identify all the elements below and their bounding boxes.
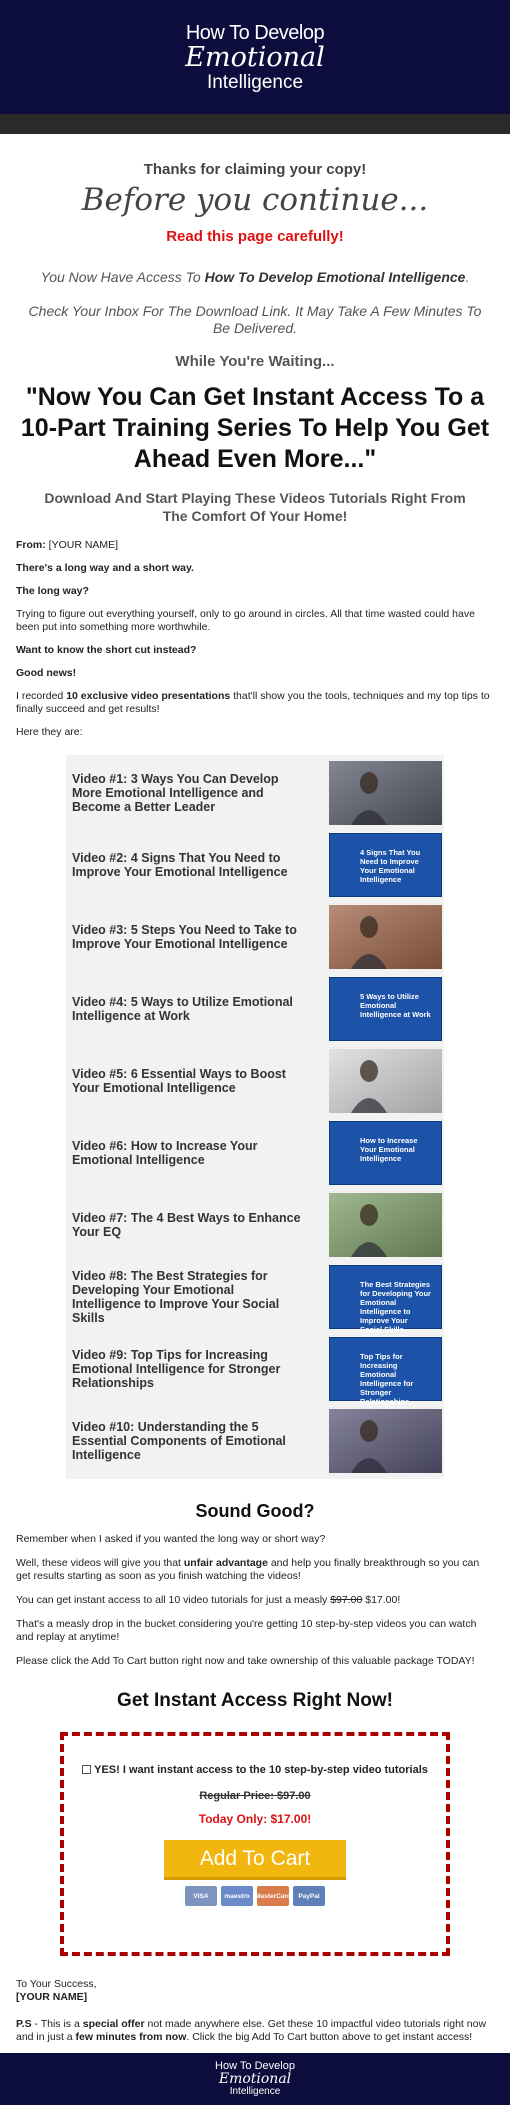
header (0, 0, 510, 114)
payment-card-icon: PayPal (293, 1886, 325, 1906)
video-title: Video #5: 6 Essential Ways to Boost Your Emotional Intelligence (72, 1067, 286, 1095)
old-price: $97.00 (330, 1594, 363, 1606)
thumbnail-photo-icon (329, 761, 442, 825)
video-thumbnail-text: 4 Signs That You Need to Improve Your Emotional Intelligence (360, 848, 421, 884)
thumbnail-photo-icon (329, 1409, 442, 1473)
short-cut (16, 644, 494, 657)
waiting-text: While You're Waiting... (175, 353, 335, 370)
video-thumbnail-image (329, 1193, 442, 1257)
video-title: Video #7: The 4 Best Ways to Enhance Your EQ (72, 1211, 301, 1239)
ps-label: P.S (16, 2018, 32, 2030)
logo-line-3: Intelligence (206, 71, 304, 93)
sound-p2 (16, 1557, 494, 1583)
thanks-text: Thanks for claiming your copy! (143, 161, 367, 178)
from-name: [YOUR NAME] (45, 539, 119, 551)
video-row (66, 901, 444, 973)
thumbnail-photo-icon (329, 1049, 442, 1113)
good-news (16, 667, 494, 680)
long-way-text: The long way? (16, 585, 89, 597)
video-row (66, 829, 444, 901)
sound-p3-prefix: You can get instant access to all 10 video tutorials for just a measly (16, 1594, 331, 1606)
ps-text (16, 2018, 494, 2044)
video-thumbnail (329, 1265, 442, 1334)
video-thumbnail-text: 5 Ways to Utilize Emotional Intelligence at Work (360, 992, 431, 1019)
payment-card-icon: VISA (185, 1886, 217, 1906)
video-title: Video #2: 4 Signs That You Need to Improve Your Emotional Intelligence (72, 851, 288, 879)
sound-p4: That's a measly drop in the bucket considering you're getting 10 step-by-step videos you can watch and replay at anytime! (16, 1618, 477, 1643)
letter-body (16, 539, 494, 739)
video-row (66, 1117, 444, 1189)
sound-p2-suffix: and help you finally breakthrough so you can get results starting as soon as you finish watching the videos! (16, 1557, 480, 1582)
recorded-suffix: that'll show you the tools, techniques and my top tips to finally succeed and get results! (16, 690, 490, 715)
video-row (66, 1045, 444, 1117)
sound-p2-prefix: Well, these videos will give you that (16, 1557, 184, 1569)
offer-checkbox[interactable] (82, 1765, 91, 1774)
main-content (0, 161, 510, 2044)
video-row (66, 1333, 444, 1405)
ps-text3: . Click the big Add To Cart button above to get instant access! (186, 2031, 473, 2043)
video-title: Video #3: 5 Steps You Need to Take to Improve Your Emotional Intelligence (72, 923, 297, 951)
header-strip (0, 114, 510, 134)
video-thumbnail-text: How to Increase Your Emotional Intelligence (360, 1136, 418, 1163)
access-suffix: . (465, 269, 470, 285)
payment-cards (64, 1886, 446, 1906)
sound-p2-bold: unfair advantage (183, 1557, 268, 1569)
video-row (66, 1189, 444, 1261)
video-thumbnail-image (329, 1049, 442, 1113)
today-price: Today Only: $17.00! (198, 1812, 312, 1826)
video-thumbnail (329, 1337, 442, 1406)
recorded-text (16, 690, 494, 716)
video-row (66, 973, 444, 1045)
long-short-text: There's a long way and a short way. (16, 562, 194, 574)
video-title: Video #6: How to Increase Your Emotional Intelligence (72, 1139, 258, 1167)
thumbnail-photo-icon (329, 1193, 442, 1257)
good-news-text: Good news! (16, 667, 77, 679)
video-thumbnail (329, 977, 442, 1041)
ps-text1: - This is a (31, 2018, 83, 2030)
logo-line-2: Emotional (185, 41, 325, 73)
sound-p5: Please click the Add To Cart button right now and take ownership of this valuable package TODAY! (16, 1655, 475, 1667)
video-title: Video #4: 5 Ways to Utilize Emotional Intelligence at Work (72, 995, 293, 1023)
long-way (16, 585, 494, 598)
thumbnail-photo-icon (329, 905, 442, 969)
before-heading: Before you continue... (81, 182, 429, 218)
read-carefully: Read this page carefully! (166, 228, 344, 245)
sound-p1: Remember when I asked if you wanted the long way or short way? (16, 1533, 326, 1545)
video-thumbnail (329, 833, 442, 897)
inbox-text: Check Your Inbox For The Download Link. It May Take A Few Minutes To Be Delivered. (28, 303, 482, 336)
video-list (66, 755, 444, 1479)
short-cut-text: Want to know the short cut instead? (16, 644, 197, 656)
video-title: Video #10: Understanding the 5 Essential Components of Emotional Intelligence (72, 1420, 286, 1462)
new-price: $17.00! (362, 1594, 401, 1606)
from-label: From: (16, 539, 46, 551)
subheadline: Download And Start Playing These Videos Tutorials Right From The Comfort Of Your Home! (44, 490, 466, 524)
video-row (66, 1405, 444, 1477)
offer-box (60, 1732, 450, 1956)
recorded-bold: 10 exclusive video presentations (66, 690, 231, 702)
video-thumbnail-image (329, 761, 442, 825)
add-to-cart-button[interactable]: Add To Cart (164, 1840, 346, 1880)
payment-card-icon: MasterCard (257, 1886, 289, 1906)
footer-logo-line-1: How To Develop (215, 2060, 295, 2072)
logo-line-1: How To Develop (185, 21, 325, 44)
here-they-are: Here they are: (16, 726, 83, 738)
payment-card-icon: maestro (221, 1886, 253, 1906)
sound-p3 (16, 1594, 494, 1607)
offer-heading: Get Instant Access Right Now! (117, 1690, 393, 1711)
ps-bold1: special offer (82, 2018, 145, 2030)
video-title: Video #8: The Best Strategies for Developing Your Emotional Intelligence to Improve Your Social Skills (72, 1269, 280, 1325)
access-product: How To Develop Emotional Intelligence (204, 269, 466, 285)
from-line (16, 539, 494, 552)
video-thumbnail (329, 1121, 442, 1185)
signoff-text: To Your Success, (16, 1978, 97, 1990)
access-prefix: You Now Have Access To (40, 269, 205, 285)
ps-text2: not made anywhere else. Get these 10 impactful video tutorials right now and in just a (16, 2018, 487, 2043)
long-short (16, 562, 494, 575)
offer-checkbox-row[interactable] (64, 1764, 446, 1776)
video-row (66, 1261, 444, 1333)
video-title: Video #9: Top Tips for Increasing Emotional Intelligence for Stronger Relationships (72, 1348, 281, 1390)
video-thumbnail-image (329, 905, 442, 969)
offer-checkbox-label: YES! I want instant access to the 10 step-by-step video tutorials (94, 1764, 428, 1776)
footer-logo-line-3: Intelligence (229, 2086, 281, 2097)
video-thumbnail-image (329, 1409, 442, 1473)
video-thumbnail-text: Top Tips for Increasing Emotional Intelligence for Stronger Relationships (360, 1352, 414, 1406)
sound-good-body (16, 1533, 494, 1668)
video-title: Video #1: 3 Ways You Can Develop More Emotional Intelligence and Become a Better Leader (72, 772, 279, 814)
footer (0, 2053, 510, 2105)
ps-bold2: few minutes from now (75, 2031, 187, 2043)
video-thumbnail-text: The Best Strategies for Developing Your Emotional Intelligence to Improve Your Social Skills (360, 1280, 431, 1334)
signoff-name (16, 1991, 494, 2004)
signoff-name-text: [YOUR NAME] (16, 1991, 88, 2003)
recorded-prefix: I recorded (16, 690, 67, 702)
sound-good-heading: Sound Good? (195, 1501, 315, 1521)
long-way-description: Trying to figure out everything yourself, only to go around in circles. All that time wasted could have been put into something more worthwhile. (16, 608, 475, 633)
footer-logo-line-2: Emotional (218, 2071, 292, 2087)
signoff (16, 1978, 494, 2004)
access-text (16, 269, 494, 285)
main-headline: "Now You Can Get Instant Access To a 10-Part Training Series To Help You Get Ahead Even More..." (20, 383, 490, 473)
regular-price: Regular Price: $97.00 (199, 1790, 311, 1802)
video-row (66, 757, 444, 829)
